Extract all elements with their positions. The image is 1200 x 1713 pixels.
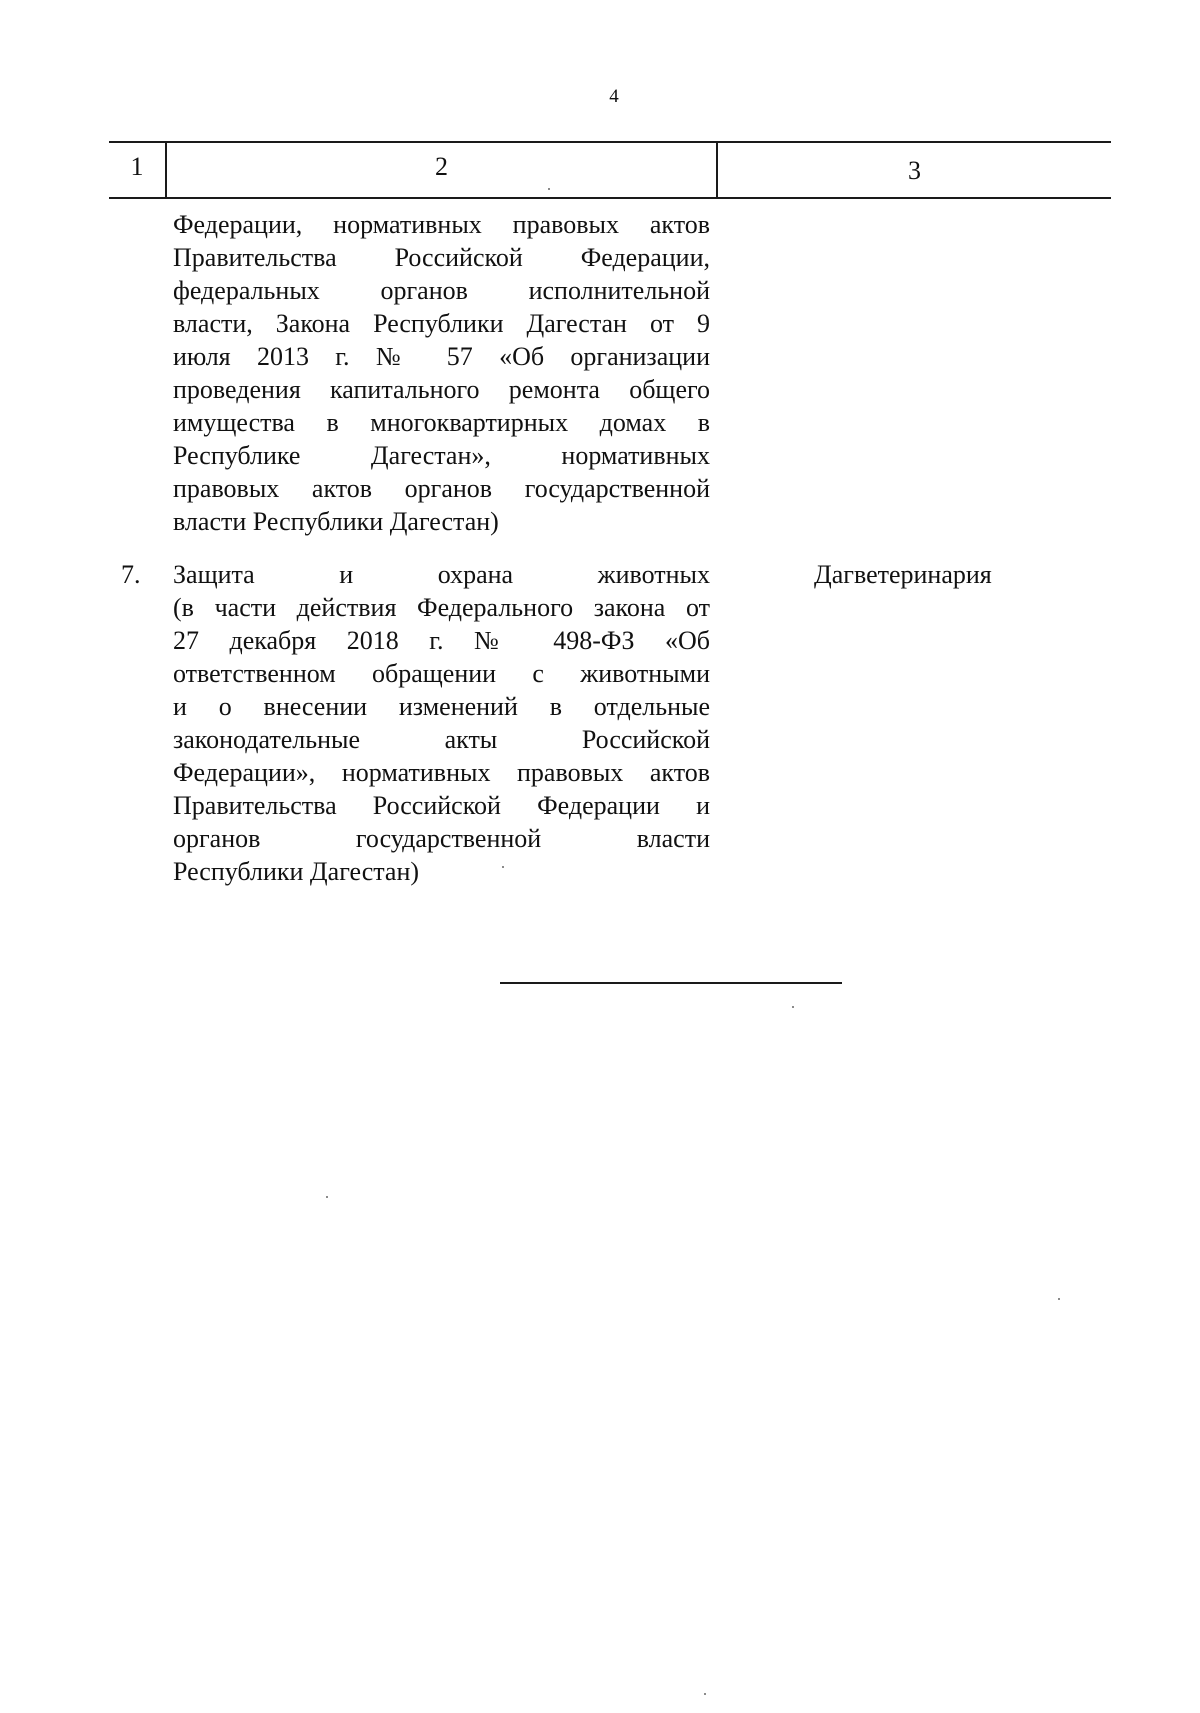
scan-speck: [1058, 1298, 1060, 1300]
scan-speck: [326, 1196, 328, 1198]
text-line: власти, Закона Республики Дагестан от 9: [173, 309, 710, 338]
text-line: июля 2013 г. № 57 «Об организации: [173, 342, 710, 371]
row-number-7: 7.: [121, 560, 141, 589]
text-line: Республики Дагестан): [173, 857, 420, 886]
row7-description: [173, 558, 710, 888]
scan-speck: [704, 1693, 706, 1695]
text-line: Федерации, нормативных правовых актов: [173, 210, 710, 239]
text-line: правовых актов органов государственной: [173, 474, 710, 503]
text-line: Правительства Российской Федерации и: [173, 791, 710, 820]
page-number: 4: [609, 86, 619, 107]
text-line: Республике Дагестан», нормативных: [173, 441, 710, 470]
scan-speck: [502, 866, 504, 868]
continuation-cell-text: [173, 208, 710, 538]
row7-responsible-agency: Дагветеринария: [814, 560, 992, 589]
text-line: имущества в многоквартирных домах в: [173, 408, 710, 437]
text-line: Защита и охрана животных: [173, 560, 710, 589]
text-line: Правительства Российской Федерации,: [173, 243, 710, 272]
text-line: законодательные акты Российской: [173, 725, 710, 754]
column-header-1: 1: [130, 152, 144, 181]
text-line: и о внесении изменений в отдельные: [173, 692, 710, 721]
text-line: федеральных органов исполнительной: [173, 276, 710, 305]
column-header-2: 2: [435, 152, 448, 181]
table-header-bottom-rule: [109, 197, 1111, 199]
text-line: проведения капитального ремонта общего: [173, 375, 710, 404]
scan-speck: [792, 1006, 794, 1008]
text-line: власти Республики Дагестан): [173, 507, 499, 536]
scan-speck: [548, 188, 550, 190]
text-line: Федерации», нормативных правовых актов: [173, 758, 710, 787]
text-line: 27 декабря 2018 г. № 498-ФЗ «Об: [173, 626, 710, 655]
table-top-rule: [109, 141, 1111, 143]
text-line: ответственном обращении с животными: [173, 659, 710, 688]
closing-separator: [500, 982, 842, 984]
text-line: (в части действия Федерального закона от: [173, 593, 710, 622]
text-line: органов государственной власти: [173, 824, 710, 853]
column-header-3: 3: [908, 156, 921, 185]
